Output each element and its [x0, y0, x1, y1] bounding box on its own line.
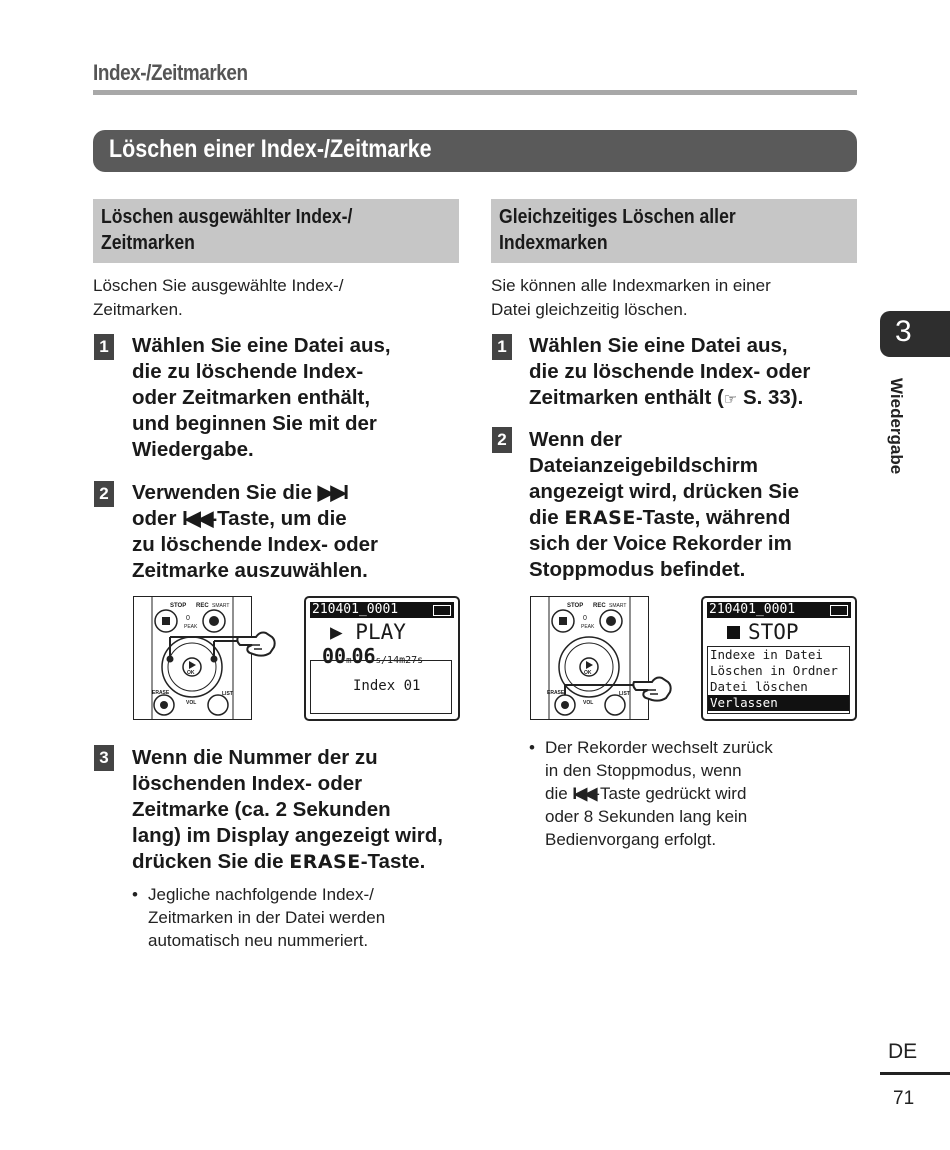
- chapter-tab: [880, 311, 950, 357]
- left-step1-number: 1: [94, 334, 114, 360]
- left-intro: Löschen Sie ausgewählte Index-/ Zeitmarken.: [93, 276, 344, 319]
- menu-item-exit[interactable]: Verlassen: [708, 695, 849, 711]
- index-popup: Index 01: [310, 660, 452, 714]
- right-display-header: 210401_0001: [707, 602, 851, 618]
- left-display-time: 00m06s/14m27s: [322, 644, 424, 668]
- peak-label: PEAK: [581, 624, 595, 630]
- right-subheading: Gleichzeitiges Löschen aller Indexmarken: [499, 206, 736, 254]
- stop-square-icon: [727, 626, 740, 639]
- stop-label: STOP: [170, 603, 187, 609]
- right-step2-number: 2: [492, 427, 512, 453]
- right-step1-number: 1: [492, 334, 512, 360]
- list-label: LIST: [619, 691, 630, 697]
- footer-rule: [880, 1072, 950, 1075]
- chapter-number: 3: [895, 315, 912, 348]
- right-subheading-box: [491, 199, 857, 263]
- left-subheading-box: [93, 199, 459, 263]
- rec-label: REC: [593, 603, 606, 609]
- zero-label: 0: [583, 615, 587, 622]
- menu-item-delete-file[interactable]: Datei löschen: [710, 679, 808, 694]
- chapter-label: Wiedergabe: [887, 378, 906, 475]
- left-display-header: 210401_0001: [310, 602, 454, 618]
- stop-label: STOP: [567, 603, 584, 609]
- right-bullet: • Der Rekorder wechselt zurück in den Stoppmodus, wenn die I◀◀-Taste gedrückt wird oder 8 Sekunden lang kein Bedienvorgang erfolgt.: [529, 738, 773, 849]
- list-label: LIST: [222, 691, 233, 697]
- vol-label: VOL: [583, 700, 594, 706]
- rec-label: REC: [196, 603, 209, 609]
- left-step2-number: 2: [94, 481, 114, 507]
- smart-label: SMART: [212, 603, 230, 609]
- menu-item-index-in-file[interactable]: Indexe in Datei: [710, 647, 823, 662]
- chapter-label-wrap: [880, 378, 910, 488]
- right-step1-text: Wählen Sie eine Datei aus, die zu löschende Index- oder Zeitmarken enthält (☞ S. 33).: [529, 334, 811, 409]
- erase-label: ERASE: [152, 690, 170, 696]
- prev-icon: I◀◀: [182, 507, 211, 530]
- battery-icon: [433, 605, 451, 616]
- left-bullet: • Jegliche nachfolgende Index-/ Zeitmarken in der Datei werden automatisch neu nummeriert.: [132, 885, 386, 950]
- left-display-mode: ▶ PLAY: [330, 620, 406, 644]
- erase-key-label: ERASE: [289, 851, 361, 873]
- menu-item-delete-in-folder[interactable]: Löschen in Ordner: [710, 663, 838, 678]
- left-device-illustration: [133, 596, 252, 720]
- left-step2-text: Verwenden Sie die ▶▶I oder I◀◀-Taste, um die zu löschende Index- oder Zeitmarke auszuwählen.: [132, 481, 379, 582]
- pointing-hand-icon: [236, 625, 278, 659]
- language-label: DE: [888, 1040, 918, 1063]
- right-display-mode: STOP: [727, 620, 799, 644]
- zero-label: 0: [186, 615, 190, 622]
- page-number: 71: [893, 1088, 915, 1109]
- left-display: [304, 596, 460, 721]
- ok-label: OK: [187, 670, 195, 676]
- right-intro: Sie können alle Indexmarken in einer Datei gleichzeitig löschen.: [491, 276, 771, 319]
- page-reference-icon: ☞: [723, 390, 738, 408]
- next-icon: ▶▶I: [317, 481, 346, 504]
- right-display: [701, 596, 857, 721]
- left-step1-text: Wählen Sie eine Datei aus, die zu löschende Index- oder Zeitmarken enthält, und beginnen Sie mit der Wiedergabe.: [132, 334, 391, 461]
- left-step3-number: 3: [94, 745, 114, 771]
- delete-menu: [707, 646, 850, 714]
- prev-icon: I◀◀: [572, 784, 595, 803]
- right-step2-text: Wenn der Dateianzeigebildschirm angezeigt wird, drücken Sie die ERASE-Taste, während sich der Voice Rekorder im Stoppmodus befindet.: [529, 428, 799, 581]
- ok-label: OK: [584, 670, 592, 676]
- section-banner: [93, 130, 857, 172]
- left-subheading: Löschen ausgewählter Index-/ Zeitmarken: [101, 206, 353, 254]
- running-title: Index-/Zeitmarken: [93, 60, 248, 85]
- header-rule: [93, 90, 857, 95]
- erase-key-label: ERASE: [564, 507, 636, 529]
- smart-label: SMART: [609, 603, 627, 609]
- vol-label: VOL: [186, 700, 197, 706]
- peak-label: PEAK: [184, 624, 198, 630]
- pointing-hand-icon: [632, 670, 674, 704]
- battery-icon: [830, 605, 848, 616]
- left-step3-text: Wenn die Nummer der zu löschenden Index- oder Zeitmarke (ca. 2 Sekunden lang) im Display angezeigt wird, drücken Sie die ERASE-Taste.: [132, 746, 443, 873]
- section-title: Löschen einer Index-/Zeitmarke: [109, 135, 432, 163]
- erase-label: ERASE: [547, 690, 565, 696]
